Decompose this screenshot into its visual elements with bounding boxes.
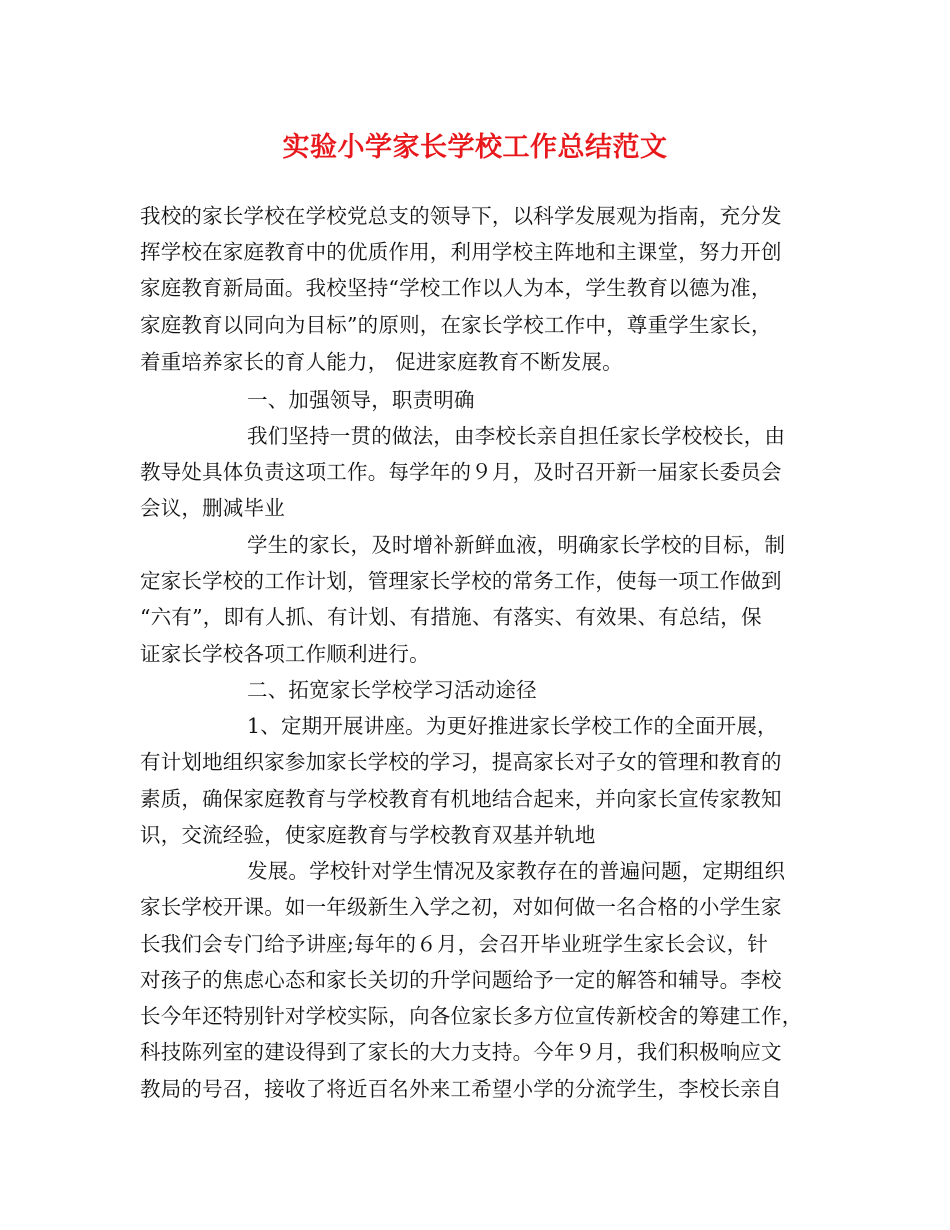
paragraph-line: 证家长学校各项工作顺利进行。 xyxy=(140,642,430,666)
paragraph-line: 家庭教育新局面。我校坚持“学校工作以人为本，学生教育以德为准， xyxy=(140,276,772,300)
paragraph-line: 1、定期开展讲座。为更好推进家长学校工作的全面开展， xyxy=(247,714,778,738)
document-title: 实验小学家长学校工作总结范文 xyxy=(282,132,668,163)
paragraph-line: 家长学校开课。如一年级新生入学之初，对如何做一名合格的小学生家 xyxy=(140,895,782,919)
paragraph-line: 长今年还特别针对学校实际，向各位家长多方位宣传新校舍的筹建工作， xyxy=(140,1004,803,1028)
paragraph-line: 定家长学校的工作计划，管理家长学校的常务工作，使每一项工作做到 xyxy=(140,569,782,593)
paragraph-line: 我校的家长学校在学校党总支的领导下，以科学发展观为指南，充分发 xyxy=(140,204,782,228)
paragraph-line: 我们坚持一贯的做法，由李校长亲自担任家长学校校长，由 xyxy=(247,424,786,448)
paragraph-line: 教局的号召，接收了将近百名外来工希望小学的分流学生，李校长亲自 xyxy=(140,1077,782,1101)
paragraph-line: 科技陈列室的建设得到了家长的大力支持。今年９月，我们积极响应文 xyxy=(140,1040,782,1064)
section-heading: 二、拓宽家长学校学习活动途径 xyxy=(247,678,537,702)
paragraph-line: 学生的家长，及时增补新鲜血液，明确家长学校的目标，制 xyxy=(247,533,786,557)
paragraph-line: 对孩子的焦虑心态和家长关切的升学问题给予一定的解答和辅导。李校 xyxy=(140,968,782,992)
paragraph-line: 家庭教育以同向为目标”的原则，在家长学校工作中，尊重学生家长， xyxy=(140,313,772,337)
paragraph-line: 发展。学校针对学生情况及家教存在的普遍问题，定期组织 xyxy=(247,859,786,883)
paragraph-line: 教导处具体负责这项工作。每学年的９月，及时召开新一届家长委员会 xyxy=(140,460,782,484)
paragraph-line: 会议，删减毕业 xyxy=(140,496,285,520)
paragraph-line: 挥学校在家庭教育中的优质作用，利用学校主阵地和主课堂，努力开创 xyxy=(140,240,782,264)
paragraph-line: 素质，确保家庭教育与学校教育有机地结合起来，并向家长宣传家教知 xyxy=(140,787,782,811)
section-heading: 一、加强领导，职责明确 xyxy=(247,388,475,412)
paragraph-line: 长我们会专门给予讲座;每年的６月，会召开毕业班学生家长会议，针 xyxy=(140,932,769,956)
paragraph-line: “六有”，即有人抓、有计划、有措施、有落实、有效果、有总结，保 xyxy=(140,605,762,629)
paragraph-line: 有计划地组织家参加家长学校的学习，提高家长对子女的管理和教育的 xyxy=(140,750,782,774)
paragraph-line: 着重培养家长的育人能力， 促进家庭教育不断发展。 xyxy=(140,350,623,374)
paragraph-line: 识，交流经验，使家庭教育与学校教育双基并轨地 xyxy=(140,823,596,847)
